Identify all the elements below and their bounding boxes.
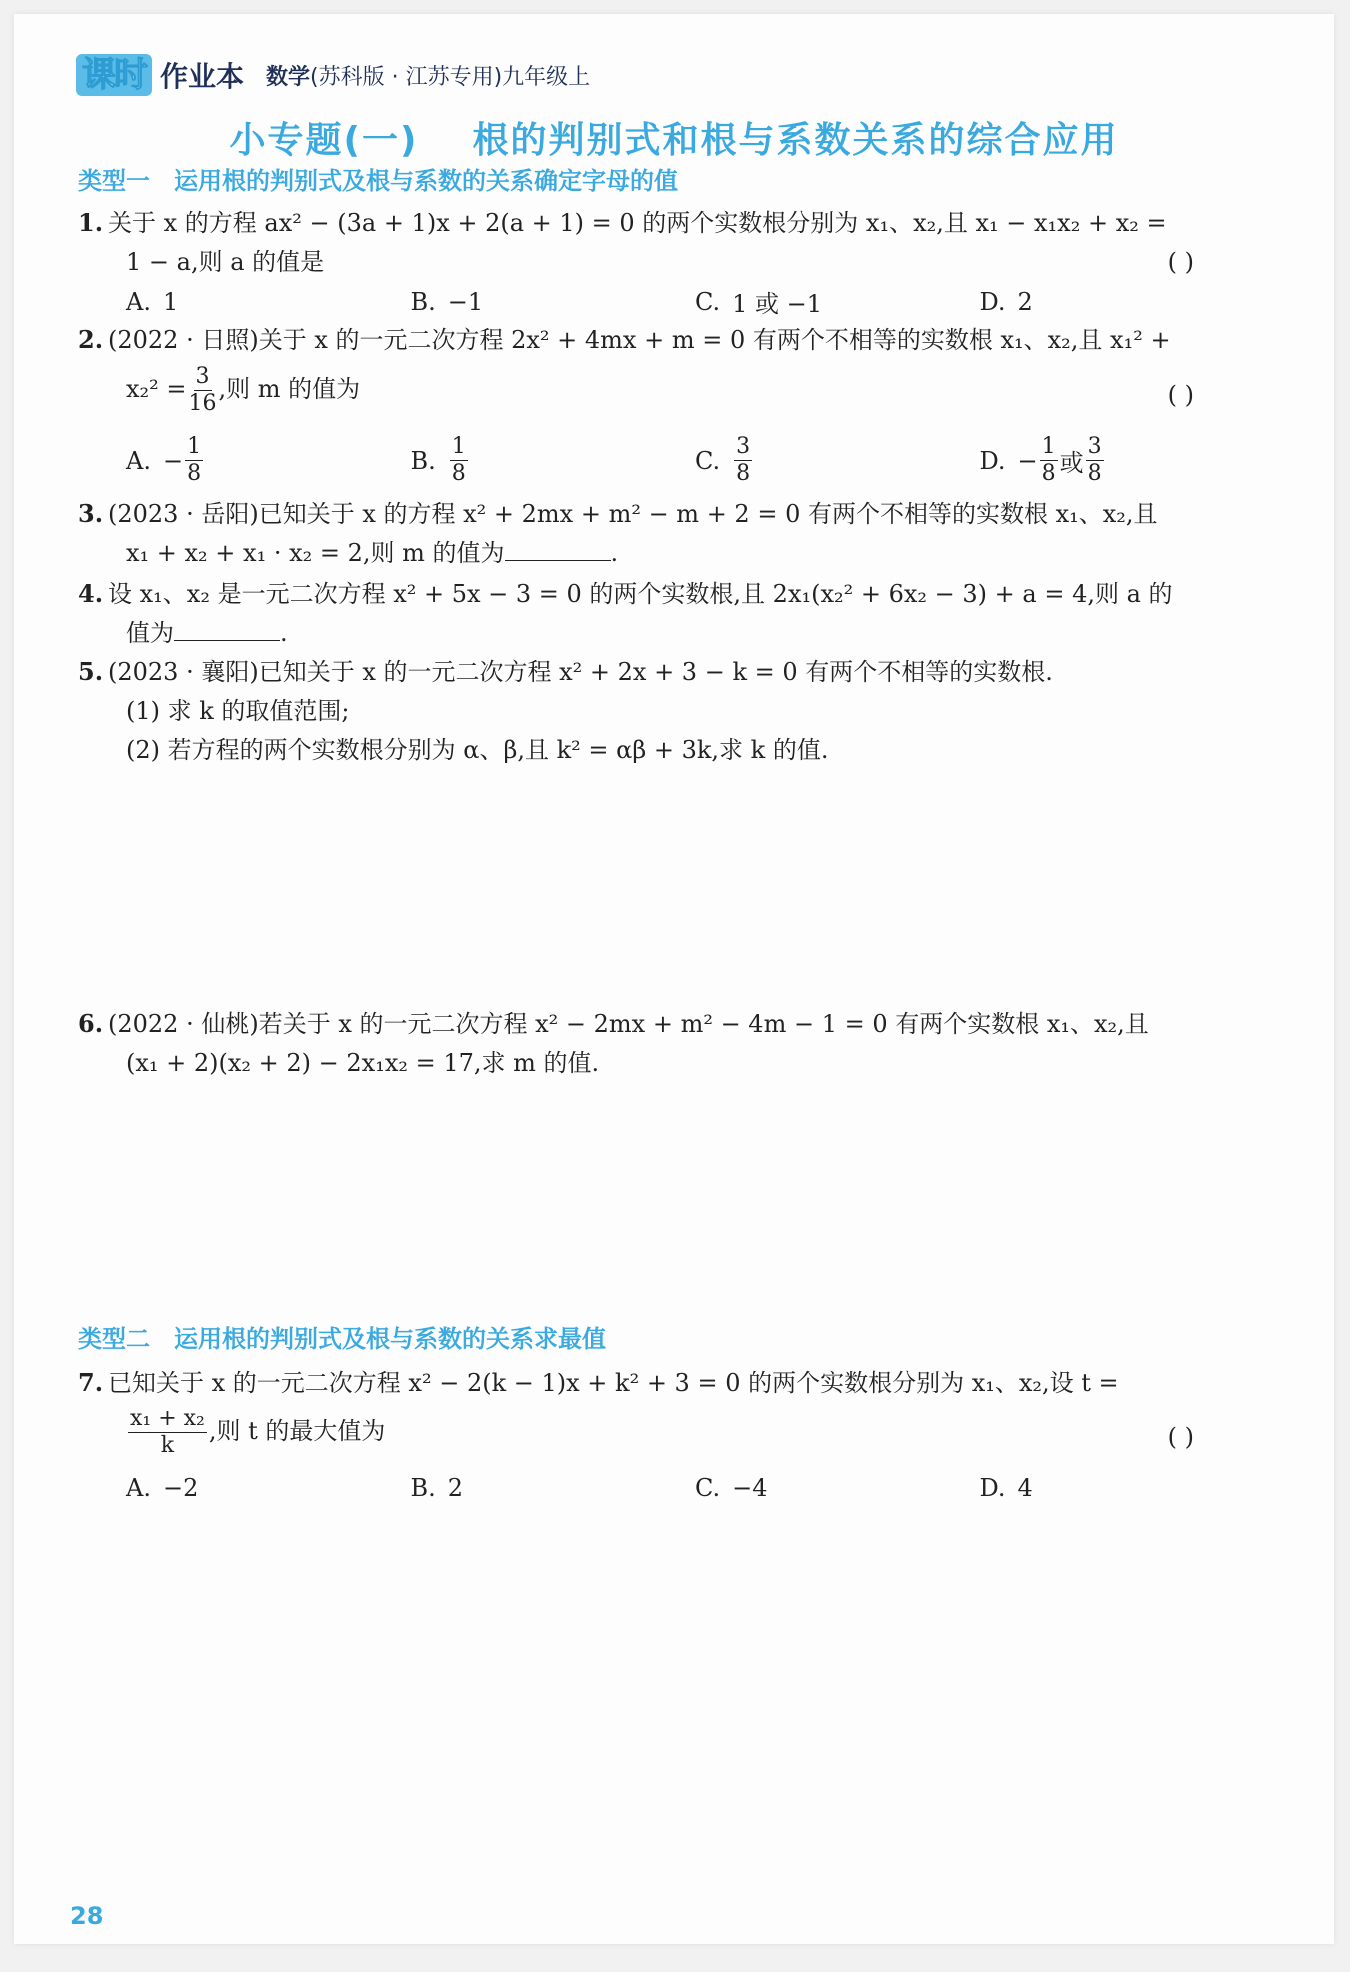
denominator: k [160,1433,175,1458]
question-1-line-1 [78,206,1264,240]
question-text: ,则 m 的值为 [218,375,361,403]
question-text: 设 x₁、x₂ 是一元二次方程 x² + 5x − 3 = 0 的两个实数根,且 2x₁(x₂² + 6x₂ − 3) + a = 4,则 a 的 [108,580,1173,608]
section-heading-2 [78,1319,606,1354]
option-label: D. [979,1474,1006,1502]
fraction [1086,434,1104,487]
question-1-line-2 [126,245,1264,279]
fraction [189,364,217,417]
question-3-line-2 [126,536,1264,570]
option-c [695,434,980,487]
numerator: 3 [736,434,751,459]
question-7-line-1 [78,1366,1264,1400]
question-5-line-1 [78,655,1264,689]
question-number: 6. [78,1009,104,1038]
answer-bracket: ( ) [1167,1423,1194,1451]
question-6-line-1 [78,1007,1264,1041]
logo: 课时 [76,54,152,96]
option-b [411,1474,696,1502]
section-text: 运用根的判别式及根与系数的关系求最值 [174,1325,606,1353]
denominator: 8 [451,461,466,486]
section-heading-1 [78,161,678,196]
question-number: 5. [78,657,104,686]
sub-question-text: (1) 求 k 的取值范围; [126,697,350,725]
question-text: 值为 [126,619,174,647]
period: . [610,539,619,567]
option-a [126,1474,411,1502]
option-a [126,434,411,487]
numerator: 1 [187,434,202,459]
option-label: B. [410,446,436,475]
fraction [450,434,468,487]
option-text: 4 [1017,1474,1033,1502]
question-2-options [126,434,1264,487]
option-text: 1 或 −1 [732,290,823,318]
denominator: 16 [188,391,217,416]
page-number: 28 [70,1902,104,1930]
option-label: B. [410,287,436,316]
section-label: 类型二 [78,1325,150,1353]
question-3-line-1 [78,497,1264,531]
denominator: 8 [1041,461,1056,486]
answer-blank[interactable] [174,618,280,641]
option-label: D. [979,287,1006,316]
option-label: C. [695,1474,721,1502]
fraction [1040,434,1058,487]
question-text: 关于 x 的方程 ax² − (3a + 1)x + 2(a + 1) = 0 的两个实数根分别为 x₁、x₂,且 x₁ − x₁x₂ + x₂ = [108,209,1167,237]
option-text: −2 [162,1474,199,1502]
option-label: B. [410,1474,436,1502]
option-c [695,1474,980,1502]
question-5-sub-2 [126,733,1264,767]
period: . [280,619,288,647]
question-2-line-2 [126,364,1264,417]
question-text: (2022 · 仙桃)若关于 x 的一元二次方程 x² − 2mx + m² − 4m − 1 = 0 有两个实数根 x₁、x₂,且 [108,1010,1149,1038]
edition: (苏科版 · 江苏专用)九年级上 [310,64,591,90]
sign: − [162,446,184,475]
option-label: A. [126,446,151,475]
denominator: 8 [187,461,202,486]
question-text: 已知关于 x 的一元二次方程 x² − 2(k − 1)x + k² + 3 = 0 的两个实数根分别为 x₁、x₂,设 t = [108,1369,1119,1397]
section-text: 运用根的判别式及根与系数的关系确定字母的值 [174,167,678,195]
sub-question-text: (2) 若方程的两个实数根分别为 α、β,且 k² = αβ + 3k,求 k 的值. [126,736,829,764]
question-number: 7. [78,1368,104,1397]
sign: − [1017,446,1038,475]
answer-bracket: ( ) [1167,381,1194,409]
subject: 数学 [266,64,311,90]
book-name: 作业本 [160,60,245,93]
numerator: 1 [451,434,466,459]
numerator: 3 [1087,434,1102,459]
question-number: 4. [78,579,104,608]
option-label: C. [695,446,721,475]
option-b [411,284,696,319]
denominator: 8 [1087,461,1102,486]
option-b [411,434,696,487]
denominator: 8 [736,461,751,486]
option-d [980,284,1265,319]
question-text: (x₁ + 2)(x₂ + 2) − 2x₁x₂ = 17,求 m 的值. [126,1049,600,1077]
option-text: −1 [447,287,484,316]
question-text: 1 − a,则 a 的值是 [126,248,325,276]
option-d [980,434,1265,487]
option-label: A. [126,287,151,316]
question-text: x₁ + x₂ + x₁ · x₂ = 2,则 m 的值为 [126,539,505,567]
option-d [980,1474,1265,1502]
option-text: −4 [732,1474,768,1502]
answer-blank[interactable] [505,538,611,561]
question-text: (2023 · 岳阳)已知关于 x 的方程 x² + 2mx + m² − m + 2 = 0 有两个不相等的实数根 x₁、x₂,且 [108,500,1158,528]
numerator: 3 [195,364,210,389]
option-a [126,284,411,319]
option-text: 或 [1059,449,1084,477]
option-label: C. [695,287,721,316]
section-label: 类型一 [78,167,150,195]
option-label: D. [979,446,1006,475]
question-6-line-2 [126,1046,1264,1080]
question-text: x₂² = [126,375,187,403]
fraction [734,434,752,487]
option-text: 1 [162,287,179,316]
question-number: 3. [78,499,104,528]
question-text: ,则 t 的最大值为 [208,1417,386,1445]
question-text: (2022 · 日照)关于 x 的一元二次方程 2x² + 4mx + m = 0 有两个不相等的实数根 x₁、x₂,且 x₁² + [108,326,1171,354]
question-1-options [126,284,1264,319]
option-c [695,284,980,319]
question-7-options [126,1474,1264,1502]
fraction [128,1406,207,1459]
question-number: 2. [78,325,104,354]
page-title [14,112,1334,163]
numerator: x₁ + x₂ [130,1406,205,1431]
question-5-sub-1 [126,694,1264,728]
numerator: 1 [1041,434,1056,459]
question-7-line-2 [126,1406,1264,1459]
title-part1: 小专题(一) [229,120,419,161]
fraction [185,434,203,487]
question-4-line-2 [126,616,1264,650]
workbook-page [14,14,1334,1944]
option-label: A. [126,1474,151,1502]
answer-bracket: ( ) [1167,248,1194,276]
question-4-line-1 [78,577,1264,611]
question-number: 1. [78,208,104,237]
option-text: 2 [447,1474,464,1502]
running-header [76,54,590,96]
title-part2: 根的判别式和根与系数关系的综合应用 [472,120,1119,161]
question-2-line-1 [78,323,1264,357]
question-text: (2023 · 襄阳)已知关于 x 的一元二次方程 x² + 2x + 3 − k = 0 有两个不相等的实数根. [108,658,1053,686]
option-text: 2 [1017,287,1033,316]
